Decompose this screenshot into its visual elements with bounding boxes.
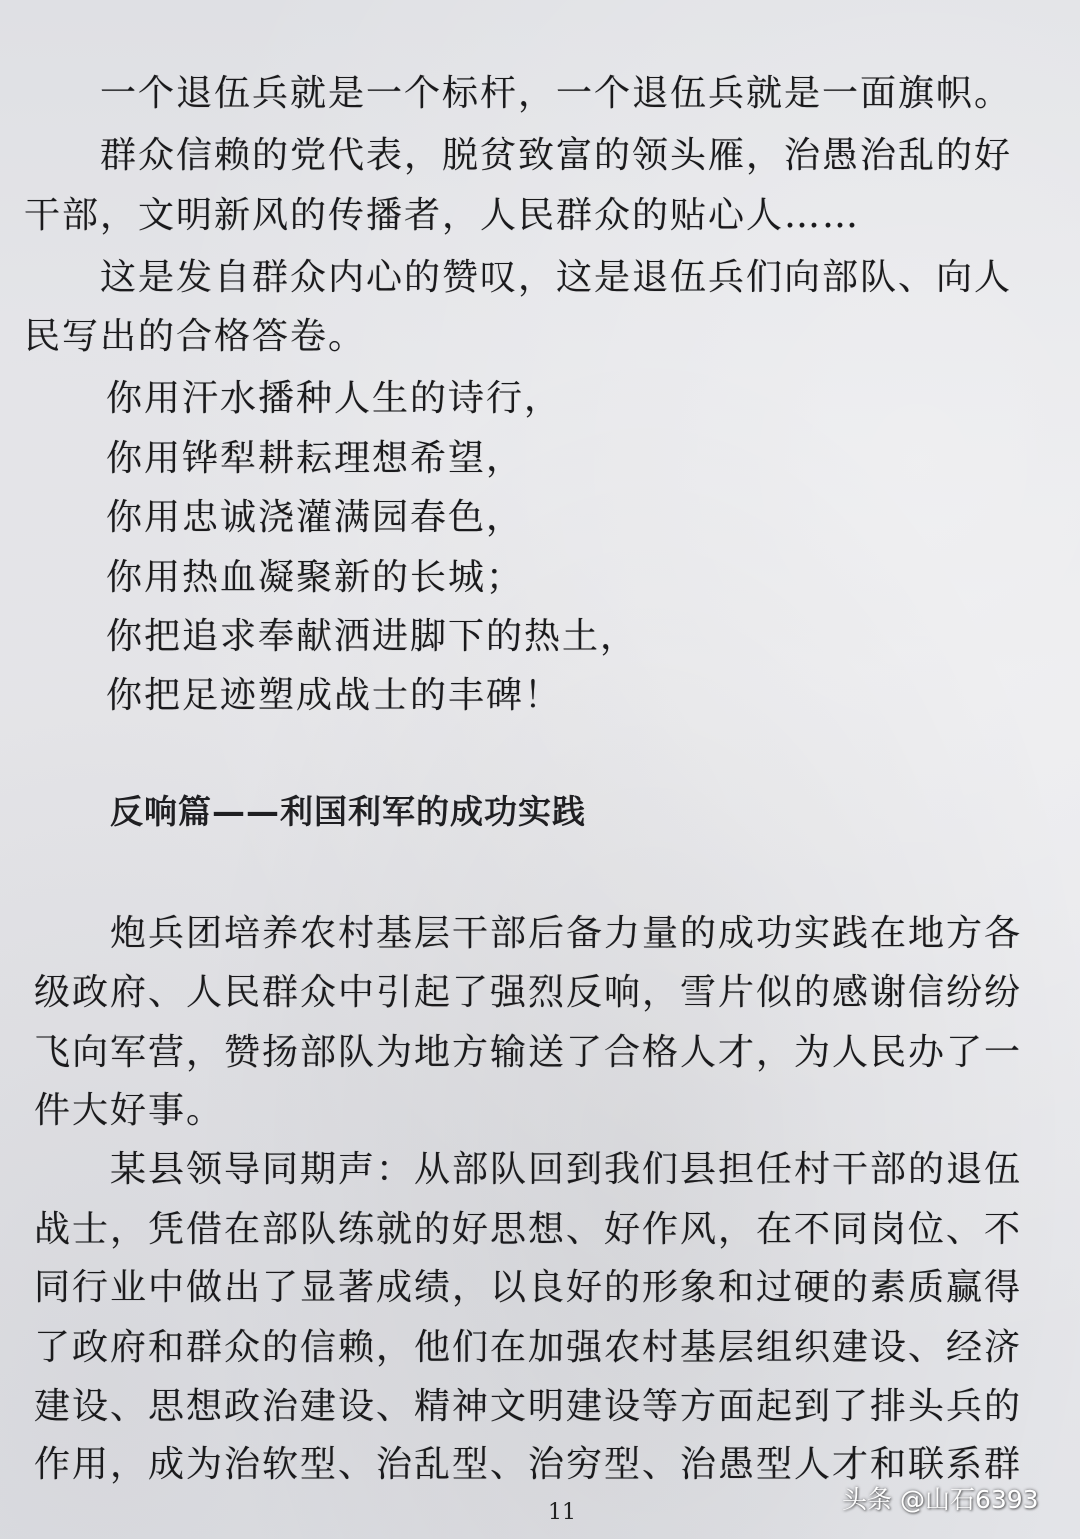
text-line: 作用，成为治软型、治乱型、治穷型、治愚型人才和联系群	[34, 1444, 1023, 1485]
text-line: 战士，凭借在部队练就的好思想、好作风，在不同岗位、不	[34, 1209, 1023, 1250]
text-line: 这是发自群众内心的赞叹，这是退伍兵们向部队、向人	[100, 257, 1013, 298]
text-line: 一个退伍兵就是一个标杆，一个退伍兵就是一面旗帜。	[100, 73, 1013, 114]
poem-line: 你把追求奉献洒进脚下的热土，	[106, 616, 639, 657]
poem-line: 你用铧犁耕耘理想希望，	[106, 438, 525, 479]
section-heading: 反响篇——利国利军的成功实践	[110, 792, 586, 831]
poem-line: 你把足迹塑成战士的丰碑！	[106, 675, 563, 716]
page-number: 11	[548, 1500, 576, 1525]
text-line: 民写出的合格答卷。	[24, 316, 367, 357]
text-line: 件大好事。	[34, 1090, 225, 1131]
text-line: 群众信赖的党代表，脱贫致富的领头雁，治愚治乱的好	[100, 135, 1013, 176]
source-watermark: 头条 @山石6393	[842, 1485, 1039, 1514]
poem-line: 你用汗水播种人生的诗行，	[106, 378, 563, 419]
top-bleed-through-text	[0, 10, 1080, 70]
text-line: 同行业中做出了显著成绩，以良好的形象和过硬的素质赢得	[34, 1267, 1023, 1308]
text-line: 干部，文明新风的传播者，人民群众的贴心人……	[24, 195, 861, 236]
text-line: 级政府、人民群众中引起了强烈反响，雪片似的感谢信纷纷	[34, 972, 1023, 1013]
text-line: 了政府和群众的信赖，他们在加强农村基层组织建设、经济	[34, 1327, 1023, 1368]
text-line: 建设、思想政治建设、精神文明建设等方面起到了排头兵的	[34, 1386, 1023, 1427]
text-line: 飞向军营，赞扬部队为地方输送了合格人才，为人民办了一	[34, 1032, 1023, 1073]
text-line: 某县领导同期声：从部队回到我们县担任村干部的退伍	[110, 1149, 1023, 1190]
poem-line: 你用热血凝聚新的长城；	[106, 557, 525, 598]
poem-line: 你用忠诚浇灌满园春色，	[106, 497, 525, 538]
text-line: 炮兵团培养农村基层干部后备力量的成功实践在地方各	[110, 913, 1023, 954]
